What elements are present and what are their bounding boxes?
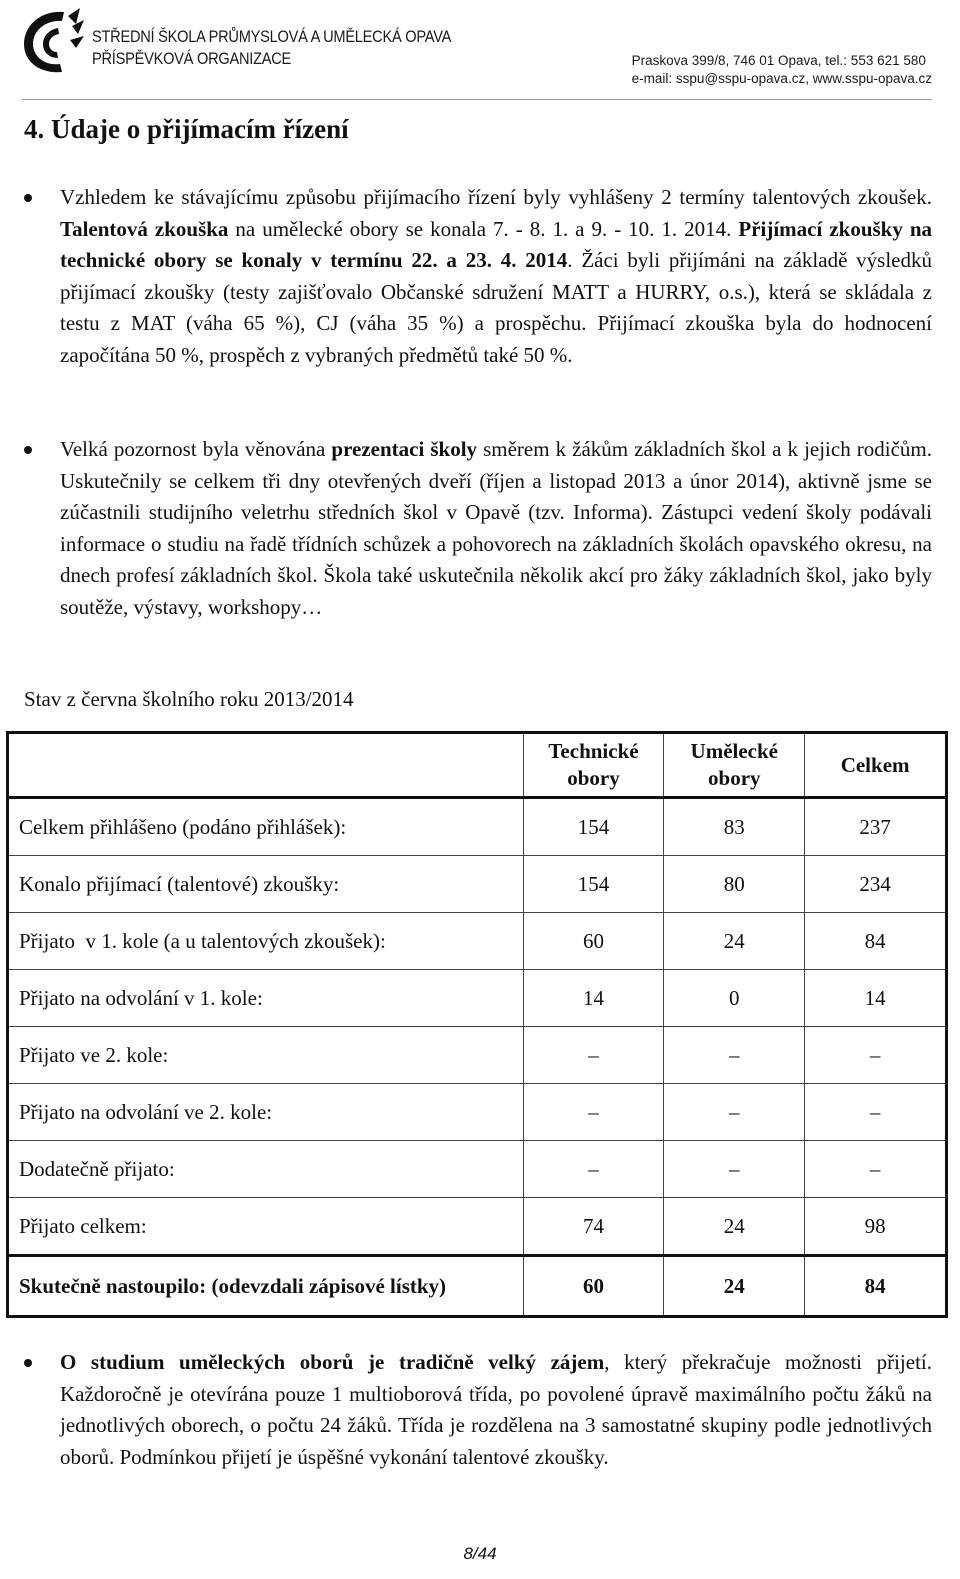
- cell-art: –: [664, 1027, 805, 1084]
- cell-technical: 154: [523, 856, 664, 913]
- cell-art: 24: [664, 1256, 805, 1317]
- contact-block: [632, 52, 932, 88]
- bullet-icon: [24, 1359, 32, 1367]
- cell-technical: 14: [523, 970, 664, 1027]
- cell-technical: 154: [523, 798, 664, 856]
- table-row: [8, 970, 947, 1027]
- school-name: [92, 26, 451, 70]
- cell-technical: 60: [523, 1256, 664, 1317]
- header-divider: [22, 99, 932, 100]
- cell-technical: 74: [523, 1198, 664, 1256]
- cell-art: –: [664, 1141, 805, 1198]
- row-label: Konalo přijímací (talentové) zkoušky:: [8, 856, 524, 913]
- table-row: [8, 1084, 947, 1141]
- cell-art: 24: [664, 913, 805, 970]
- cell-technical: 60: [523, 913, 664, 970]
- table-header-art: Umělecké obory: [664, 733, 805, 798]
- school-logo-icon: [18, 6, 88, 78]
- school-name-line2: PŘÍSPĚVKOVÁ ORGANIZACE: [92, 49, 292, 68]
- school-name-line1: STŘEDNÍ ŠKOLA PRŮMYSLOVÁ A UMĚLECKÁ OPAVA: [92, 27, 452, 46]
- bullet-icon: [24, 194, 32, 202]
- table-row-final: [8, 1256, 947, 1317]
- cell-total: 237: [805, 798, 947, 856]
- paragraph-art-interest: O studium uměleckých oborů je tradičně velký zájem, který překračuje možnosti přijetí. Každoročně je otevírána pouze 1 multioborová třída, po povolené úpravě maximálního počtu žáků na jednotlivých oborech, o počtu 24 žáků. Třída je rozdělena na 3 samostatné skupiny podle jednotlivých oborů. Podmínkou přijetí je úspěšné vykonání talentové zkoušky.: [60, 1350, 932, 1469]
- row-label: Skutečně nastoupilo: (odevzdali zápisové lístky): [8, 1256, 524, 1317]
- cell-total: 84: [805, 1256, 947, 1317]
- cell-art: –: [664, 1084, 805, 1141]
- row-label: Přijato v 1. kole (a u talentových zkoušek):: [8, 913, 524, 970]
- page-header: [0, 0, 960, 102]
- paragraph-presentation: Velká pozornost byla věnována prezentaci školy směrem k žákům základních škol a k jejich rodičům. Uskutečnily se celkem tři dny otevřených dveří (říjen a listopad 2013 a únor 2014), aktivně jsme se zúčastnili studijního veletrhu středních škol v Opavě (tzv. Informa). Zástupci vedení školy podávali informace o studiu na řadě třídních schůzek a pohovorech na základních školách opavského okresu, na dnech profesí základních škol. Škola také uskutečnila několik akcí pro žáky základních škol, jako byly soutěže, výstavy, workshopy…: [60, 437, 932, 619]
- cell-total: –: [805, 1084, 947, 1141]
- cell-total: –: [805, 1141, 947, 1198]
- cell-art: 24: [664, 1198, 805, 1256]
- bullet-icon: [24, 446, 32, 454]
- cell-art: 83: [664, 798, 805, 856]
- page-number: 8/44: [463, 1544, 497, 1563]
- table-header-row: [8, 733, 947, 798]
- cell-total: –: [805, 1027, 947, 1084]
- row-label: Přijato na odvolání ve 2. kole:: [8, 1084, 524, 1141]
- cell-technical: –: [523, 1027, 664, 1084]
- table-row: [8, 913, 947, 970]
- table-row: [8, 1141, 947, 1198]
- row-label: Přijato ve 2. kole:: [8, 1027, 524, 1084]
- table-row: [8, 1027, 947, 1084]
- contact-text: e-mail: sspu@sspu-opava.cz, www.sspu-opava.cz: [631, 71, 932, 86]
- cell-total: 98: [805, 1198, 947, 1256]
- cell-art: 0: [664, 970, 805, 1027]
- table-row: [8, 798, 947, 856]
- cell-technical: –: [523, 1141, 664, 1198]
- cell-total: 84: [805, 913, 947, 970]
- row-label: Dodatečně přijato:: [8, 1141, 524, 1198]
- admission-table: [6, 731, 948, 1318]
- address-text: Praskova 399/8, 746 01 Opava, tel.: 553 621 580: [631, 53, 926, 68]
- table-header-technical: Technické obory: [523, 733, 664, 798]
- cell-total: 14: [805, 970, 947, 1027]
- row-label: Přijato celkem:: [8, 1198, 524, 1256]
- cell-art: 80: [664, 856, 805, 913]
- table-row: [8, 856, 947, 913]
- table-header-blank: [8, 733, 524, 798]
- cell-technical: –: [523, 1084, 664, 1141]
- row-label: Celkem přihlášeno (podáno přihlášek):: [8, 798, 524, 856]
- section-title: 4. Údaje o přijímacím řízení: [24, 114, 349, 144]
- paragraph-admission: Vzhledem ke stávajícímu způsobu přijímacího řízení byly vyhlášeny 2 termíny talentových zkoušek. Talentová zkouška na umělecké obory se konala 7. - 8. 1. a 9. - 10. 1. 2014. Přijímací zkoušky na technické obory se konaly v termínu 22. a 23. 4. 2014. Žáci byli přijímáni na základě výsledků přijímací zkoušky (testy zajišťovalo Občanské sdružení MATT a HURRY, o.s.), která se skládala z testu z MAT (váha 65 %), CJ (váha 35 %) a prospěchu. Přijímací zkouška byla do hodnocení započítána 50 %, prospěch z vybraných předmětů také 50 %.: [60, 185, 933, 367]
- table-row: [8, 1198, 947, 1256]
- cell-total: 234: [805, 856, 947, 913]
- row-label: Přijato na odvolání v 1. kole:: [8, 970, 524, 1027]
- table-caption: Stav z června školního roku 2013/2014: [24, 687, 354, 711]
- table-header-total: Celkem: [805, 733, 947, 798]
